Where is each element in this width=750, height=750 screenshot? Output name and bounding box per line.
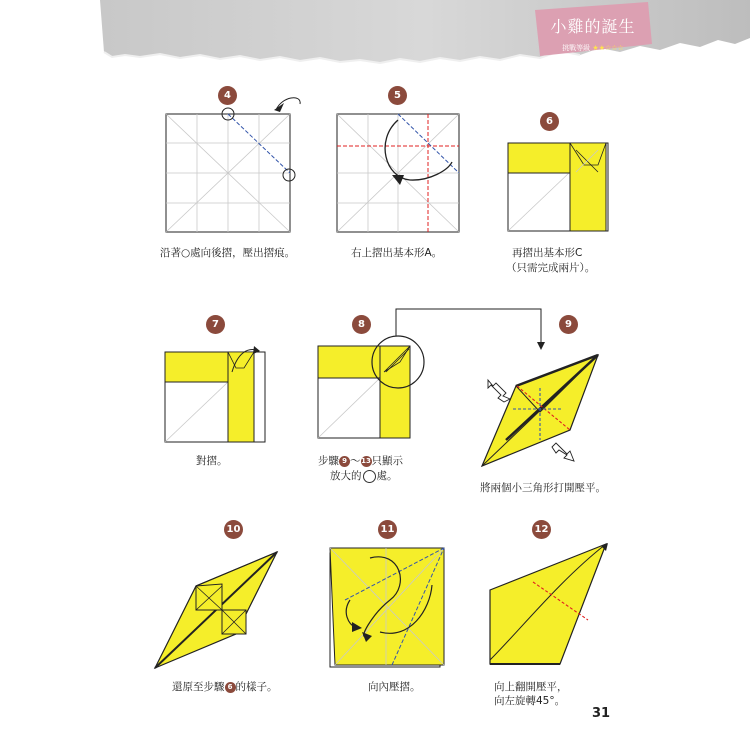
page-title: 小雞的誕生: [550, 17, 636, 36]
step-10-caption-prefix: 還原至步驟: [172, 681, 225, 693]
step-8-caption-line2a: 放大的: [330, 470, 362, 482]
step-8-caption-line2b: 處。: [376, 470, 398, 482]
step-badge-9: 9: [559, 315, 578, 334]
step-badge-4: 4: [218, 86, 237, 105]
step-badge-6: 6: [540, 112, 559, 131]
step-8-caption-prefix: 步驟: [318, 455, 339, 467]
step-8-caption-tilde: ～: [350, 455, 361, 467]
step-12-caption-line2: 向左旋轉45°。: [494, 695, 566, 707]
step-ref-badge: 9: [339, 456, 350, 467]
step-12-caption-line1: 向上翻開壓平，: [494, 681, 568, 693]
step-ref-badge: 6: [225, 682, 236, 693]
step-badge-10: 10: [224, 520, 243, 539]
circle-mark-icon: [363, 470, 376, 483]
step-5-caption: 右上摺出基本形A。: [351, 247, 443, 259]
step-badge-8: 8: [352, 315, 371, 334]
step-7-caption: 對摺。: [196, 455, 228, 467]
step-ref-badge: 13: [361, 456, 371, 465]
title-banner: [538, 14, 648, 53]
step-badge-12: 12: [532, 520, 551, 539]
step-4-diagram: [160, 100, 310, 240]
step-4-caption: 沿著○處向後摺，壓出摺痕。: [160, 247, 296, 259]
difficulty-rating: [538, 43, 648, 53]
step-9-caption: 將兩個小三角形打開壓平。: [480, 482, 606, 494]
step-badge-7: 7: [206, 315, 225, 334]
step-10-caption-suffix: 的樣子。: [235, 681, 278, 693]
step-10-diagram: [150, 548, 280, 674]
step-6-diagram: [500, 130, 610, 240]
step-11-caption: 向內壓摺。: [368, 681, 421, 693]
step-11-diagram: [325, 545, 450, 675]
step-6-caption-line1: 再摺出基本形C: [512, 247, 583, 259]
step-5-diagram: [330, 100, 470, 240]
step-badge-5: 5: [388, 86, 407, 105]
step-7-diagram: [160, 340, 270, 450]
step-9-diagram: [478, 348, 608, 468]
step-8-caption-line2: [330, 469, 398, 484]
step-10-caption: [172, 680, 278, 695]
difficulty-stars: ★★☆☆☆: [592, 44, 624, 52]
step-8-caption-line1: [318, 454, 403, 469]
step-badge-11: 11: [378, 520, 397, 539]
step-6-caption-line2: （只需完成兩片）。: [506, 262, 596, 274]
step-8-caption-suffix: 只顯示: [371, 455, 403, 467]
difficulty-label: 挑戰等級: [562, 44, 591, 52]
step-12-diagram: [485, 540, 610, 670]
page-number: 31: [592, 706, 611, 721]
